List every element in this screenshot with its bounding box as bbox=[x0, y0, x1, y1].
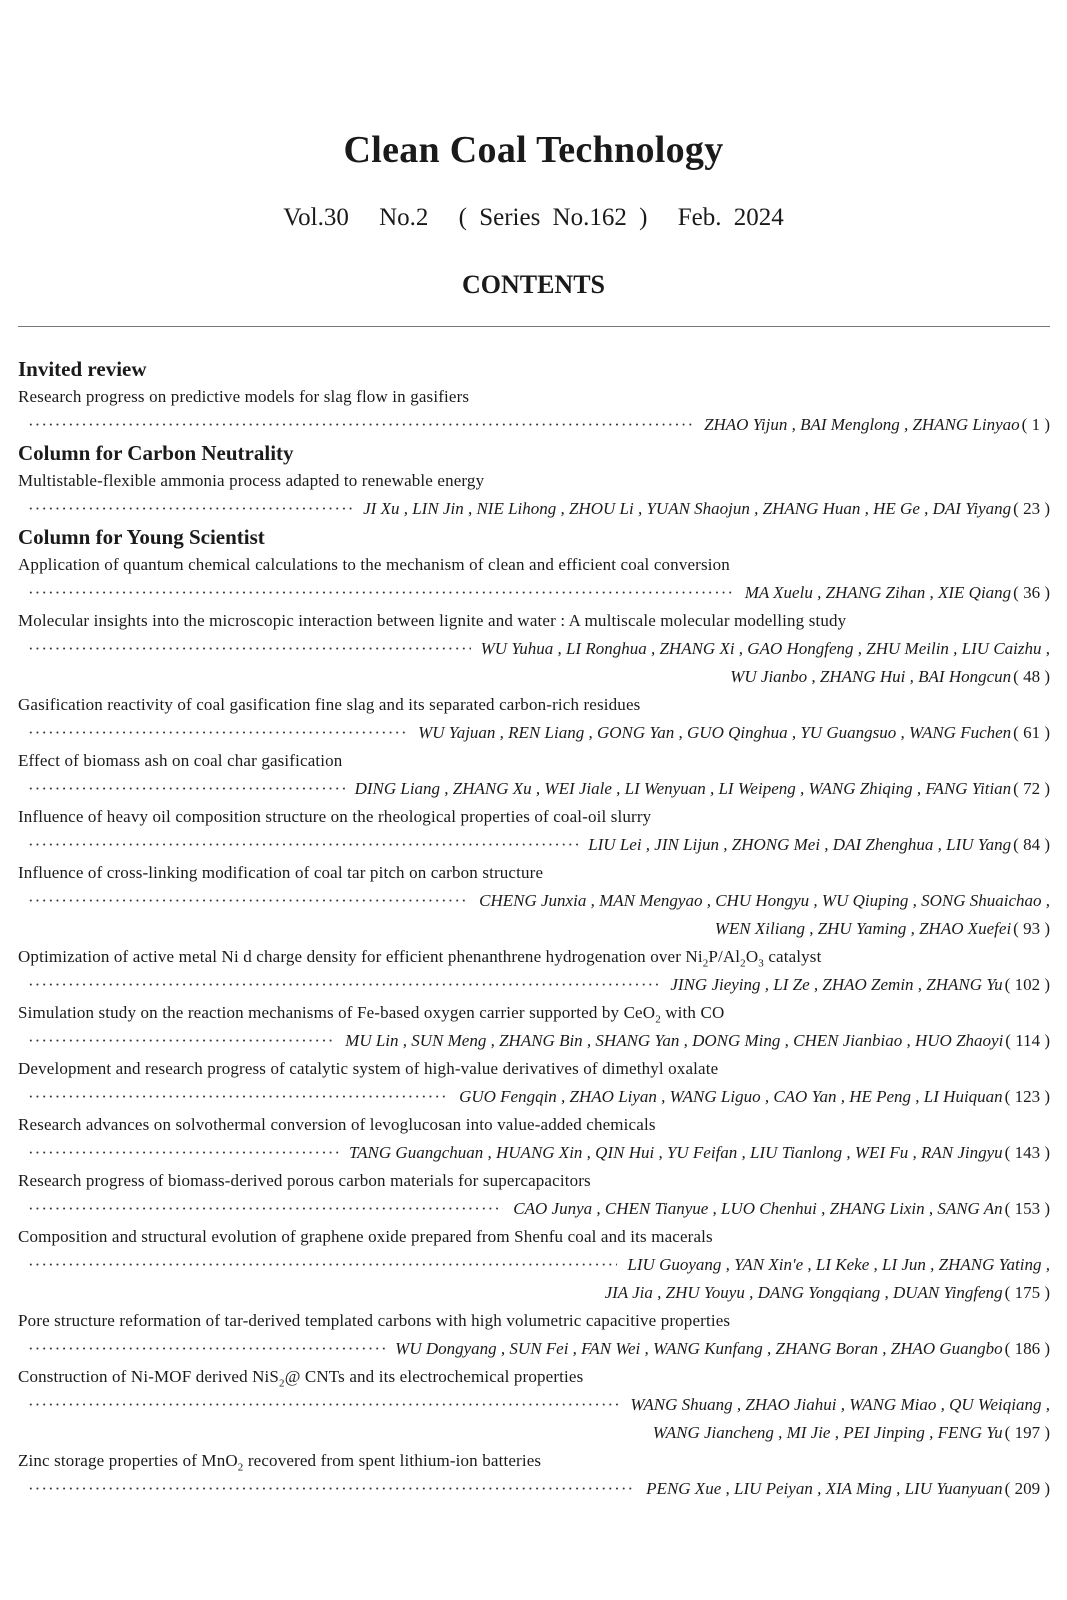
journal-title: Clean Coal Technology bbox=[343, 129, 724, 171]
issue-number: No.2 bbox=[379, 204, 429, 231]
article-title: Multistable-flexible ammonia process adapted to renewable energy bbox=[18, 471, 485, 490]
dot-leader bbox=[28, 719, 408, 747]
article-authors: CAO Junya , CHEN Tianyue , LUO Chenhui , ZHANG Lixin , SANG An bbox=[513, 1199, 1003, 1218]
article-authors: TANG Guangchuan , HUANG Xin , QIN Hui , YU Feifan , LIU Tianlong , WEI Fu , RAN Jingyu bbox=[348, 1143, 1003, 1162]
toc-entry[interactable] bbox=[18, 1167, 1050, 1223]
title-fragment: Simulation study on the reaction mechanisms of Fe-based oxygen carrier supported by CeO bbox=[18, 1003, 656, 1022]
author-line bbox=[18, 1251, 1050, 1279]
article-title bbox=[18, 999, 1050, 1027]
author-line bbox=[18, 579, 1050, 607]
article-authors: ZHAO Yijun , BAI Menglong , ZHANG Linyao bbox=[704, 415, 1020, 434]
article-title: Research progress on predictive models for slag flow in gasifiers bbox=[18, 387, 470, 406]
article-title: Influence of cross-linking modification of coal tar pitch on carbon structure bbox=[18, 863, 544, 882]
author-line-continued bbox=[18, 1279, 1050, 1307]
page-number: ( 186 ) bbox=[1004, 1339, 1050, 1358]
toc-entry[interactable] bbox=[18, 1447, 1050, 1503]
toc-entry[interactable] bbox=[18, 467, 1050, 523]
toc-entry[interactable] bbox=[18, 747, 1050, 803]
section-title: Column for Carbon Neutrality bbox=[18, 441, 294, 465]
page-number: ( 1 ) bbox=[1021, 415, 1050, 434]
article-authors-continued: WU Jianbo , ZHANG Hui , BAI Hongcun bbox=[730, 667, 1012, 686]
title-fragment: Optimization of active metal Ni d charge density for efficient phenanthrene hydrogenation over Ni bbox=[18, 947, 703, 966]
article-title: Gasification reactivity of coal gasification fine slag and its separated carbon-rich residues bbox=[18, 695, 641, 714]
author-line-continued bbox=[18, 663, 1050, 691]
article-authors: WU Yuhua , LI Ronghua , ZHANG Xi , GAO Hongfeng , ZHU Meilin , LIU Caizhu , bbox=[480, 639, 1050, 658]
article-title: Composition and structural evolution of graphene oxide prepared from Shenfu coal and its macerals bbox=[18, 1227, 713, 1246]
dot-leader bbox=[28, 831, 578, 859]
article-authors: WANG Shuang , ZHAO Jiahui , WANG Miao , QU Weiqiang , bbox=[630, 1395, 1050, 1414]
article-title: Effect of biomass ash on coal char gasification bbox=[18, 751, 343, 770]
page-number: ( 123 ) bbox=[1004, 1087, 1050, 1106]
author-line bbox=[18, 1195, 1050, 1223]
page-number: ( 175 ) bbox=[1004, 1283, 1050, 1302]
article-authors: LIU Lei , JIN Lijun , ZHONG Mei , DAI Zhenghua , LIU Yang bbox=[588, 835, 1012, 854]
article-title: Application of quantum chemical calculations to the mechanism of clean and efficient coal conversion bbox=[18, 555, 730, 574]
page-number: ( 102 ) bbox=[1004, 975, 1050, 994]
author-line bbox=[18, 971, 1050, 999]
author-line bbox=[18, 411, 1050, 439]
page-number: ( 36 ) bbox=[1013, 583, 1050, 602]
article-authors: MA Xuelu , ZHANG Zihan , XIE Qiang bbox=[744, 583, 1012, 602]
article-title: Research advances on solvothermal conversion of levoglucosan into value-added chemicals bbox=[18, 1115, 656, 1134]
author-line bbox=[18, 1027, 1050, 1055]
toc-entry[interactable] bbox=[18, 383, 1050, 439]
dot-leader bbox=[28, 887, 469, 915]
title-fragment: recovered from spent lithium-ion batteries bbox=[243, 1451, 542, 1470]
toc-entry[interactable] bbox=[18, 943, 1050, 999]
table-of-contents bbox=[18, 355, 1050, 1503]
article-authors: WU Dongyang , SUN Fei , FAN Wei , WANG Kunfang , ZHANG Boran , ZHAO Guangbo bbox=[395, 1339, 1003, 1358]
page-number: ( 114 ) bbox=[1005, 1031, 1050, 1050]
dot-leader bbox=[28, 971, 660, 999]
article-authors: PENG Xue , LIU Peiyan , XIA Ming , LIU Yuanyuan bbox=[646, 1479, 1003, 1498]
article-authors: WU Yajuan , REN Liang , GONG Yan , GUO Qinghua , YU Guangsuo , WANG Fuchen bbox=[418, 723, 1012, 742]
article-title bbox=[18, 943, 1050, 971]
author-line-continued bbox=[18, 1419, 1050, 1447]
toc-entry[interactable] bbox=[18, 803, 1050, 859]
article-authors: JI Xu , LIN Jin , NIE Lihong , ZHOU Li , YUAN Shaojun , ZHANG Huan , HE Ge , DAI Yiyang bbox=[363, 499, 1012, 518]
author-line bbox=[18, 1475, 1050, 1503]
author-line bbox=[18, 1335, 1050, 1363]
subscript: 2 bbox=[279, 1377, 285, 1390]
dot-leader bbox=[28, 1195, 503, 1223]
article-title: Pore structure reformation of tar-derived templated carbons with high volumetric capacitive properties bbox=[18, 1311, 731, 1330]
article-authors: JING Jieying , LI Ze , ZHAO Zemin , ZHANG Yu bbox=[670, 975, 1003, 994]
dot-leader bbox=[28, 1475, 636, 1503]
dot-leader bbox=[28, 1391, 620, 1419]
page-number: ( 209 ) bbox=[1004, 1479, 1050, 1498]
section-title: Column for Young Scientist bbox=[18, 525, 265, 549]
article-title: Research progress of biomass-derived porous carbon materials for supercapacitors bbox=[18, 1171, 591, 1190]
toc-entry[interactable] bbox=[18, 551, 1050, 607]
title-fragment: O bbox=[745, 947, 759, 966]
article-title bbox=[18, 1363, 1050, 1391]
title-fragment: @ CNTs and its electrochemical properties bbox=[284, 1367, 584, 1386]
page-number: ( 61 ) bbox=[1013, 723, 1050, 742]
article-authors-continued: JIA Jia , ZHU Youyu , DANG Yongqiang , DUAN Yingfeng bbox=[604, 1283, 1003, 1302]
page-number: ( 48 ) bbox=[1013, 667, 1050, 686]
dot-leader bbox=[28, 579, 735, 607]
title-fragment: with CO bbox=[660, 1003, 725, 1022]
header-divider bbox=[18, 326, 1050, 327]
article-authors: LIU Guoyang , YAN Xin'e , LI Keke , LI Jun , ZHANG Yating , bbox=[627, 1255, 1050, 1274]
title-fragment: catalyst bbox=[763, 947, 822, 966]
toc-entry[interactable] bbox=[18, 1223, 1050, 1307]
dot-leader bbox=[28, 775, 345, 803]
issue-date: Feb. 2024 bbox=[677, 204, 784, 231]
dot-leader bbox=[28, 1083, 449, 1111]
subscript: 2 bbox=[655, 1013, 661, 1026]
article-authors-continued: WANG Jiancheng , MI Jie , PEI Jinping , FENG Yu bbox=[652, 1423, 1003, 1442]
toc-entry[interactable] bbox=[18, 1111, 1050, 1167]
author-line-continued bbox=[18, 915, 1050, 943]
article-authors-continued: WEN Xiliang , ZHU Yaming , ZHAO Xuefei bbox=[714, 919, 1012, 938]
article-authors: GUO Fengqin , ZHAO Liyan , WANG Liguo , CAO Yan , HE Peng , LI Huiquan bbox=[459, 1087, 1003, 1106]
article-authors: MU Lin , SUN Meng , ZHANG Bin , SHANG Yan , DONG Ming , CHEN Jianbiao , HUO Zhaoyi bbox=[345, 1031, 1004, 1050]
title-fragment: Construction of Ni-MOF derived NiS bbox=[18, 1367, 280, 1386]
dot-leader bbox=[28, 495, 353, 523]
article-authors: DING Liang , ZHANG Xu , WEI Jiale , LI Wenyuan , LI Weipeng , WANG Zhiqing , FANG Yitian bbox=[354, 779, 1012, 798]
page-number: ( 84 ) bbox=[1013, 835, 1050, 854]
dot-leader bbox=[28, 1251, 617, 1279]
dot-leader bbox=[28, 411, 694, 439]
page-number: ( 197 ) bbox=[1004, 1423, 1050, 1442]
dot-leader bbox=[28, 1335, 385, 1363]
toc-entry[interactable] bbox=[18, 1363, 1050, 1447]
author-line bbox=[18, 1083, 1050, 1111]
toc-entry[interactable] bbox=[18, 859, 1050, 943]
page-number: ( 143 ) bbox=[1004, 1143, 1050, 1162]
author-line bbox=[18, 719, 1050, 747]
series-number: ( Series No.162 ) bbox=[458, 204, 648, 231]
subscript: 3 bbox=[758, 957, 764, 970]
volume: Vol.30 bbox=[283, 204, 349, 231]
dot-leader bbox=[28, 635, 471, 663]
author-line bbox=[18, 1391, 1050, 1419]
section-title: Invited review bbox=[18, 357, 147, 381]
author-line bbox=[18, 775, 1050, 803]
subscript: 2 bbox=[740, 957, 746, 970]
dot-leader bbox=[28, 1139, 339, 1167]
page-number: ( 153 ) bbox=[1004, 1199, 1050, 1218]
toc-entry[interactable] bbox=[18, 1055, 1050, 1111]
toc-entry[interactable] bbox=[18, 607, 1050, 691]
author-line bbox=[18, 887, 1050, 915]
issue-line bbox=[0, 204, 1067, 232]
article-title: Molecular insights into the microscopic interaction between lignite and water : A multiscale molecular modelling study bbox=[18, 611, 847, 630]
page-number: ( 72 ) bbox=[1013, 779, 1050, 798]
article-title: Influence of heavy oil composition structure on the rheological properties of coal-oil slurry bbox=[18, 807, 652, 826]
title-fragment: P/Al bbox=[708, 947, 741, 966]
article-authors: CHENG Junxia , MAN Mengyao , CHU Hongyu , WU Qiuping , SONG Shuaichao , bbox=[479, 891, 1050, 910]
subscript: 2 bbox=[702, 957, 709, 970]
toc-entry[interactable] bbox=[18, 999, 1050, 1055]
author-line bbox=[18, 495, 1050, 523]
author-line bbox=[18, 831, 1050, 859]
article-title bbox=[18, 1447, 1050, 1475]
title-fragment: Zinc storage properties of MnO bbox=[18, 1451, 238, 1470]
toc-entry[interactable] bbox=[18, 1307, 1050, 1363]
dot-leader bbox=[28, 1027, 335, 1055]
subscript: 2 bbox=[237, 1461, 244, 1474]
contents-heading: CONTENTS bbox=[461, 270, 606, 299]
page-number: ( 23 ) bbox=[1013, 499, 1050, 518]
article-title: Development and research progress of catalytic system of high-value derivatives of dimethyl oxalate bbox=[18, 1059, 719, 1078]
author-line bbox=[18, 1139, 1050, 1167]
page-number: ( 93 ) bbox=[1013, 919, 1050, 938]
author-line bbox=[18, 635, 1050, 663]
toc-entry[interactable] bbox=[18, 691, 1050, 747]
